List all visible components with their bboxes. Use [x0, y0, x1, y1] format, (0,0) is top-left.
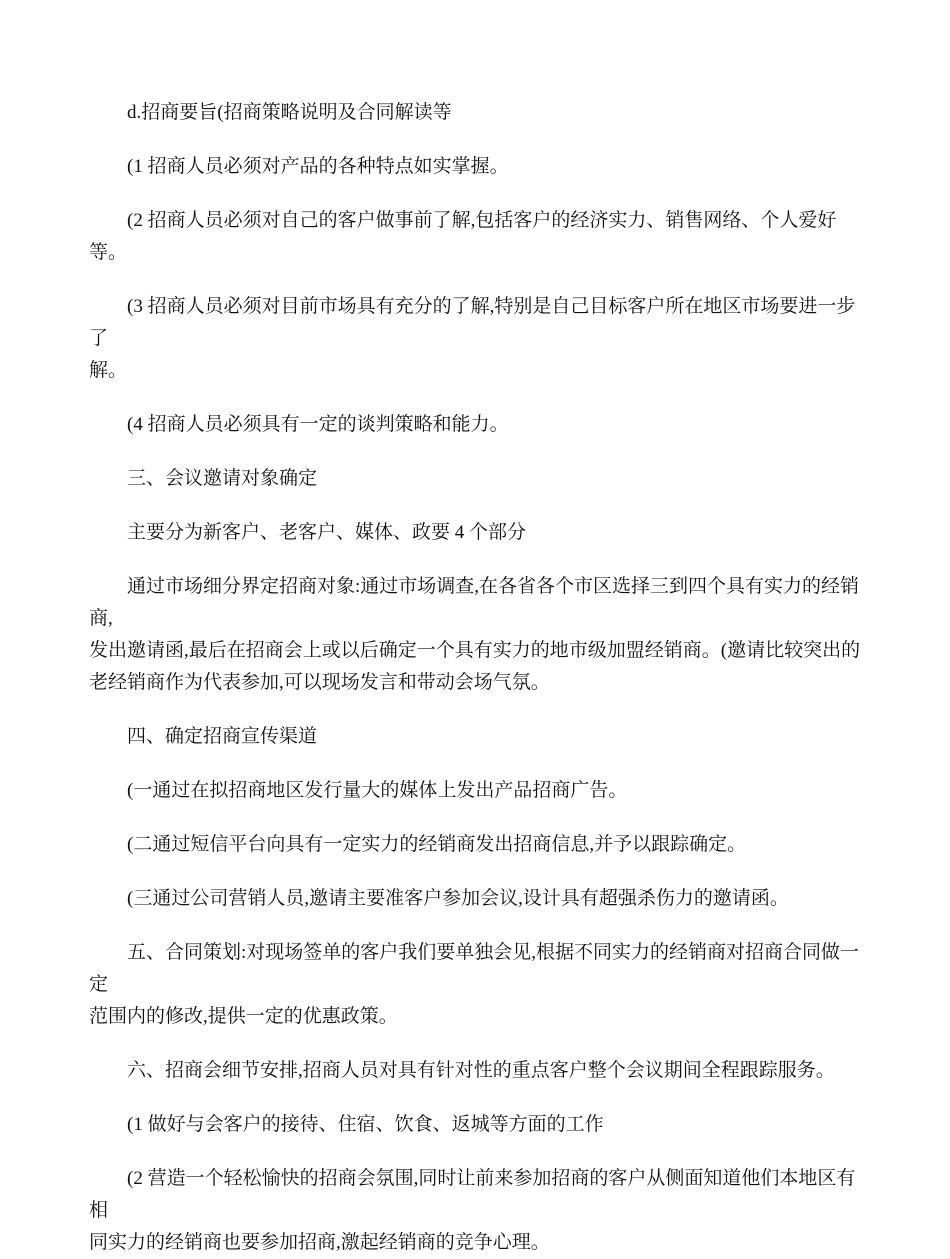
document-body	[89, 97, 869, 1259]
paragraph-line: (1 招商人员必须对产品的各种特点如实掌握。	[127, 156, 509, 177]
paragraph-line: d.招商要旨(招商策略说明及合同解读等	[127, 102, 452, 123]
paragraph-item-1	[89, 151, 869, 183]
paragraph-item-2	[89, 205, 869, 269]
section-heading-5	[89, 937, 869, 1033]
paragraph-channel-2	[89, 829, 869, 861]
paragraph-line: 通过市场细分界定招商对象:通过市场调查,在各省各个市区选择三到四个具有实力的经销商,	[89, 576, 860, 629]
paragraph-line: 六、招商会细节安排,招商人员对具有针对性的重点客户整个会议期间全程跟踪服务。	[127, 1060, 835, 1081]
paragraph-line: (一通过在拟招商地区发行量大的媒体上发出产品招商广告。	[127, 780, 628, 801]
section-heading-6	[89, 1055, 869, 1087]
paragraph-line: (4 招商人员必须具有一定的谈判策略和能力。	[127, 414, 509, 435]
paragraph-line: (三通过公司营销人员,邀请主要准客户参加会议,设计具有超强杀伤力的邀请函。	[127, 888, 789, 909]
paragraph-line: 发出邀请函,最后在招商会上或以后确定一个具有实力的地市级加盟经销商。(邀请比较突出的	[89, 640, 861, 661]
section-heading-4	[89, 721, 869, 753]
paragraph-item-4	[89, 409, 869, 441]
paragraph-line: (2 营造一个轻松愉快的招商会氛围,同时让前来参加招商的客户从侧面知道他们本地区有相	[89, 1168, 856, 1221]
paragraph-line: (二通过短信平台向具有一定实力的经销商发出招商信息,并予以跟踪确定。	[127, 834, 747, 855]
paragraph-channel-3	[89, 883, 869, 915]
paragraph-line: 五、合同策划:对现场签单的客户我们要单独会见,根据不同实力的经销商对招商合同做一定	[89, 942, 860, 995]
paragraph-line: (3 招商人员必须对目前市场具有充分的了解,特别是自己目标客户所在地区市场要进一步了	[89, 296, 856, 349]
paragraph-market-segmentation	[89, 571, 869, 699]
paragraph-line: 三、会议邀请对象确定	[127, 468, 318, 489]
paragraph-line: 解。	[89, 360, 128, 381]
paragraph-item-3	[89, 291, 869, 387]
paragraph-detail-2	[89, 1163, 869, 1259]
paragraph-line: 四、确定招商宣传渠道	[127, 726, 318, 747]
paragraph-heading-d	[89, 97, 869, 129]
paragraph-invitees	[89, 517, 869, 549]
paragraph-line: (2 招商人员必须对自己的客户做事前了解,包括客户的经济实力、销售网络、个人爱好等。	[89, 210, 837, 263]
section-heading-3	[89, 463, 869, 495]
paragraph-line: 范围内的修改,提供一定的优惠政策。	[89, 1006, 398, 1027]
paragraph-channel-1	[89, 775, 869, 807]
paragraph-line: (1 做好与会客户的接待、住宿、饮食、返城等方面的工作	[127, 1114, 604, 1135]
paragraph-line: 同实力的经销商也要参加招商,激起经销商的竞争心理。	[89, 1232, 550, 1253]
paragraph-line: 老经销商作为代表参加,可以现场发言和带动会场气氛。	[89, 672, 550, 693]
paragraph-detail-1	[89, 1109, 869, 1141]
paragraph-line: 主要分为新客户、老客户、媒体、政要 4 个部分	[127, 522, 527, 543]
